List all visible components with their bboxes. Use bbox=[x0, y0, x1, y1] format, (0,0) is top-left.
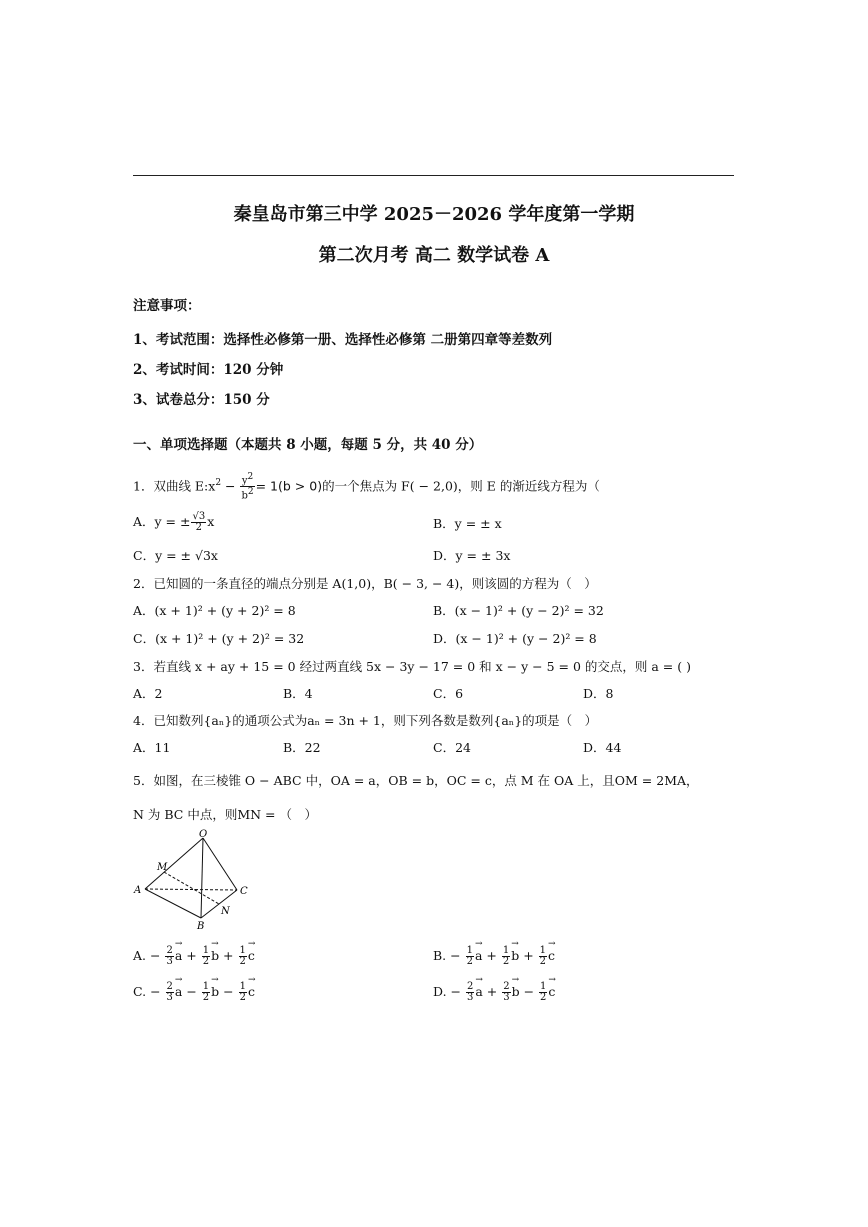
question-3-option-b[interactable]: B．4 bbox=[283, 686, 313, 701]
question-1-option-b[interactable]: B．y = ± x bbox=[433, 516, 502, 531]
question-1-option-d[interactable]: D．y = ± 3x bbox=[433, 548, 511, 563]
question-2-option-b[interactable]: B．(x − 1)² + (y − 2)² = 32 bbox=[433, 603, 604, 618]
question-4-option-d[interactable]: D．44 bbox=[583, 740, 622, 755]
question-1-option-c[interactable]: C．y = ± √3x bbox=[133, 548, 218, 563]
question-5-option-a[interactable]: A. − $\frac{2}{3}$ → a + $\frac{1}{2}$ → b + $\frac{1}{2}$ → c bbox=[133, 946, 255, 967]
question-2-option-c[interactable]: C．(x + 1)² + (y + 2)² = 32 bbox=[133, 631, 305, 646]
figure-label-m: M bbox=[157, 862, 168, 873]
exam-title-line2: 第二次月考 高二 数学试卷 A bbox=[318, 245, 550, 266]
question-1-option-a[interactable]: A．y = ± $\frac{√3}{2}$ x bbox=[133, 511, 215, 533]
tetrahedron-figure bbox=[130, 828, 250, 934]
section-heading: 一、单项选择题（本题共 8 小题，每题 5 分，共 40 分） bbox=[133, 437, 483, 453]
figure-label-b: B bbox=[197, 921, 205, 932]
question-3-option-d[interactable]: D．8 bbox=[583, 686, 614, 701]
question-1-stem: 1．双曲线 $E:x^2$ − $\frac{y^2}{b^2}$ = 1(b > 0)的一个焦点为 F( − 2,0)，则 E 的渐近线方程为（ bbox=[133, 472, 600, 502]
figure-label-o: O bbox=[199, 829, 208, 840]
note-item: 3、试卷总分：150 分 bbox=[133, 392, 270, 408]
question-5-stem-line1: 5．如图，在三棱锥 O − ABC 中，OA = a，OB = b，OC = c，点 M 在 OA 上，且OM = 2MA， bbox=[133, 773, 699, 788]
question-3-option-c[interactable]: C．6 bbox=[433, 686, 464, 701]
figure-label-a: A bbox=[134, 885, 142, 896]
question-2-option-d[interactable]: D．(x − 1)² + (y − 2)² = 8 bbox=[433, 631, 597, 646]
question-3-stem: 3．若直线 x + ay + 15 = 0 经过两直线 5x − 3y − 17 = 0 和 x − y − 5 = 0 的交点，则 a = ( ) bbox=[133, 659, 691, 674]
question-5-option-b[interactable]: B. − $\frac{1}{2}$ → a + $\frac{1}{2}$ → b + $\frac{1}{2}$ → c bbox=[433, 946, 555, 967]
question-5-option-c[interactable]: C. − $\frac{2}{3}$ → a − $\frac{1}{2}$ → b − $\frac{1}{2}$ → c bbox=[133, 982, 255, 1003]
note-item: 1、考试范围：选择性必修第一册、选择性必修第 二册第四章等差数列 bbox=[133, 332, 553, 348]
question-3-option-a[interactable]: A．2 bbox=[133, 686, 163, 701]
figure-label-n: N bbox=[221, 906, 230, 917]
question-2-stem: 2．已知圆的一条直径的端点分别是 A(1,0)，B( − 3, − 4)，则该圆的方程为（ ） bbox=[133, 576, 597, 591]
exam-title-line1: 秦皇岛市第三中学 2025－2026 学年度第一学期 bbox=[233, 204, 635, 225]
header-rule bbox=[133, 175, 734, 176]
note-item: 2、考试时间：120 分钟 bbox=[133, 362, 284, 378]
notes-heading: 注意事项： bbox=[133, 298, 201, 314]
question-5-stem-line2: N 为 BC 中点，则MN = （ ） bbox=[133, 807, 317, 822]
question-4-stem: 4．已知数列{aₙ}的通项公式为aₙ = 3n + 1，则下列各数是数列{aₙ}的项是（ ） bbox=[133, 713, 598, 728]
question-2-option-a[interactable]: A．(x + 1)² + (y + 2)² = 8 bbox=[133, 603, 296, 618]
question-5-option-d[interactable]: D. − $\frac{2}{3}$ → a + $\frac{2}{3}$ → b − $\frac{1}{2}$ → c bbox=[433, 982, 555, 1003]
question-4-option-a[interactable]: A．11 bbox=[133, 740, 171, 755]
question-4-option-c[interactable]: C．24 bbox=[433, 740, 471, 755]
question-4-option-b[interactable]: B．22 bbox=[283, 740, 321, 755]
figure-label-c: C bbox=[240, 886, 248, 897]
